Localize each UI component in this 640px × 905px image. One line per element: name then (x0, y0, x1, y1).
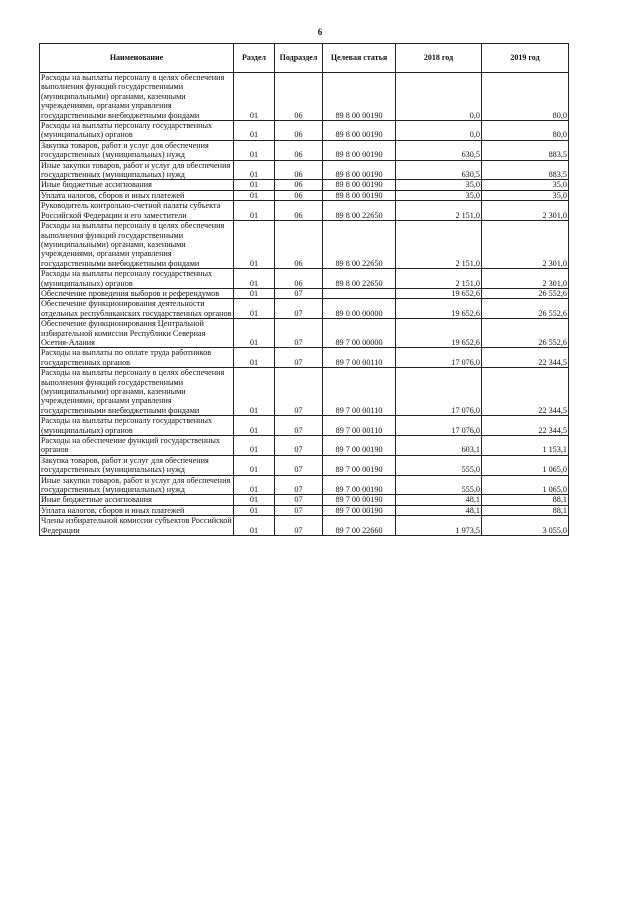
table-row (40, 73, 569, 121)
row-subsection: 07 (275, 516, 323, 536)
table-row (40, 201, 569, 221)
row-section: 01 (234, 455, 275, 475)
row-target-article: 89 8 00 22650 (323, 221, 396, 269)
row-target-article: 89 7 00 00190 (323, 436, 396, 456)
row-target-article: 89 7 00 00190 (323, 475, 396, 495)
row-target-article: 89 7 00 00110 (323, 348, 396, 368)
table-row (40, 505, 569, 515)
row-target-article: 89 8 00 00190 (323, 180, 396, 190)
row-value-2018: 0,0 (396, 121, 482, 141)
table-row (40, 348, 569, 368)
page-number: 6 (317, 27, 323, 37)
table-row (40, 180, 569, 190)
row-section: 01 (234, 368, 275, 416)
row-section: 01 (234, 319, 275, 348)
row-value-2019: 22 344,5 (482, 348, 569, 368)
row-value-2019: 80,0 (482, 73, 569, 121)
row-section: 01 (234, 299, 275, 319)
row-subsection: 06 (275, 180, 323, 190)
row-section: 01 (234, 160, 275, 180)
table-row (40, 319, 569, 348)
row-section: 01 (234, 416, 275, 436)
row-value-2019: 26 552,6 (482, 288, 569, 298)
row-section: 01 (234, 516, 275, 536)
table-row (40, 299, 569, 319)
row-value-2019: 35,0 (482, 180, 569, 190)
row-subsection: 07 (275, 288, 323, 298)
row-subsection: 07 (275, 368, 323, 416)
row-subsection: 07 (275, 319, 323, 348)
row-name: Уплата налогов, сборов и иных платежей (40, 505, 234, 515)
row-subsection: 07 (275, 416, 323, 436)
table-row (40, 516, 569, 536)
row-value-2018: 48,1 (396, 505, 482, 515)
row-name: Члены избирательной комиссии субъектов Российской Федерации (41, 516, 232, 535)
row-value-2019: 26 552,6 (482, 319, 569, 348)
row-name: Иные бюджетные ассигнования (40, 495, 234, 505)
table-row (40, 475, 569, 495)
row-value-2019: 2 301,0 (482, 221, 569, 269)
row-name: Закупка товаров, работ и услуг для обеспечения государственных (муниципальных) нужд (40, 140, 234, 160)
row-target-article: 89 7 00 00190 (323, 505, 396, 515)
row-subsection: 06 (275, 73, 323, 121)
row-value-2018: 19 652,6 (396, 319, 482, 348)
row-section: 01 (234, 180, 275, 190)
header-name: Наименование (40, 44, 234, 73)
row-value-2019: 88,1 (482, 495, 569, 505)
row-value-2019: 1 065,0 (482, 455, 569, 475)
row-value-2018: 35,0 (396, 190, 482, 200)
row-name: Расходы на выплаты персоналу в целях обеспечения выполнения функций государственными (муниципальными) органами, казенными учреждениями, органами управления государственными внебюджетными фондами (40, 368, 234, 416)
row-target-article: 89 0 00 00000 (323, 299, 396, 319)
row-target-article: 89 8 00 22650 (323, 269, 396, 289)
row-name: Расходы на выплаты персоналу в целях обеспечения выполнения функций государственными (муниципальными) органами, казенными учреждениями, органами управления государственными внебюджетными фондами (40, 73, 234, 121)
row-name: Иные закупки товаров, работ и услуг для обеспечения государственных (муниципальных) нужд (40, 160, 234, 180)
header-year-2019: 2019 год (482, 44, 569, 73)
table-row (40, 416, 569, 436)
row-target-article: 89 8 00 00190 (323, 121, 396, 141)
row-name: Руководитель контрольно-счетной палаты субъекта Российской Федерации и его заместители (40, 201, 234, 221)
row-target-article: 89 7 00 00000 (323, 319, 396, 348)
row-section: 01 (234, 475, 275, 495)
row-target-article: 89 7 00 00190 (323, 495, 396, 505)
row-section: 01 (234, 190, 275, 200)
row-subsection: 07 (275, 495, 323, 505)
row-name: Расходы на выплаты персоналу государственных (муниципальных) органов (40, 416, 234, 436)
row-section: 01 (234, 201, 275, 221)
header-target-article: Целевая статья (323, 44, 396, 73)
row-subsection: 07 (275, 436, 323, 456)
row-section: 01 (234, 121, 275, 141)
row-subsection: 07 (275, 505, 323, 515)
row-section: 01 (234, 221, 275, 269)
row-section: 01 (234, 288, 275, 298)
row-subsection: 07 (275, 348, 323, 368)
table-row (40, 288, 569, 298)
row-value-2019: 35,0 (482, 190, 569, 200)
row-name: Расходы на выплаты персоналу в целях обеспечения выполнения функций государственными (муниципальными) органами, казенными учреждениями, органами управления государственными внебюджетными фондами (40, 221, 234, 269)
row-value-2019: 22 344,5 (482, 416, 569, 436)
row-subsection: 06 (275, 269, 323, 289)
table-row (40, 436, 569, 456)
row-section: 01 (234, 495, 275, 505)
row-target-article: 89 7 00 00110 (323, 416, 396, 436)
row-name: Иные бюджетные ассигнования (40, 180, 234, 190)
row-subsection: 07 (275, 475, 323, 495)
table-row (40, 190, 569, 200)
row-value-2018: 0,0 (396, 73, 482, 121)
row-name: Расходы на выплаты персоналу государственных (муниципальных) органов (40, 269, 234, 289)
row-name: Обеспечение проведения выборов и референдумов (40, 288, 234, 298)
row-value-2019: 2 301,0 (482, 201, 569, 221)
table-header-row (40, 44, 569, 73)
row-subsection: 06 (275, 190, 323, 200)
row-value-2018: 19 652,6 (396, 288, 482, 298)
row-value-2018: 555,0 (396, 455, 482, 475)
row-name: Расходы на обеспечение функций государственных органов (40, 436, 234, 456)
row-name: Обеспечение функционирования Центральной избирательной комиссии Республики Северная Осетия-Алания (40, 319, 234, 348)
row-name: Обеспечение функционирования деятельности отдельных республиканских государственных органов (41, 299, 232, 318)
row-value-2019: 22 344,5 (482, 368, 569, 416)
row-section: 01 (234, 73, 275, 121)
row-value-2019: 80,0 (482, 121, 569, 141)
row-value-2018: 17 076,0 (396, 368, 482, 416)
row-name: Иные закупки товаров, работ и услуг для обеспечения государственных (муниципальных) нужд (40, 475, 234, 495)
row-section: 01 (234, 348, 275, 368)
row-section: 01 (234, 269, 275, 289)
row-target-article: 89 8 00 00190 (323, 140, 396, 160)
row-section: 01 (234, 140, 275, 160)
row-subsection: 06 (275, 121, 323, 141)
header-section: Раздел (234, 44, 275, 73)
row-value-2018: 2 151,0 (396, 201, 482, 221)
row-target-article: 89 7 00 00190 (323, 455, 396, 475)
table-row (40, 160, 569, 180)
row-value-2019: 883,5 (482, 160, 569, 180)
row-value-2018: 48,1 (396, 495, 482, 505)
header-subsection: Подраздел (275, 44, 323, 73)
header-year-2018: 2018 год (396, 44, 482, 73)
row-value-2019: 1 065,0 (482, 475, 569, 495)
row-name: Уплата налогов, сборов и иных платежей (40, 190, 234, 200)
row-target-article: 89 8 00 00190 (323, 160, 396, 180)
row-value-2019: 883,5 (482, 140, 569, 160)
row-value-2018: 1 973,5 (396, 516, 482, 536)
row-value-2018: 630,5 (396, 140, 482, 160)
row-name: Расходы на выплаты по оплате труда работников государственных органов (40, 348, 234, 368)
row-subsection: 07 (275, 299, 323, 319)
row-subsection: 06 (275, 140, 323, 160)
row-subsection: 06 (275, 160, 323, 180)
row-value-2018: 35,0 (396, 180, 482, 190)
row-target-article: 89 8 00 00190 (323, 73, 396, 121)
row-subsection: 06 (275, 201, 323, 221)
table-row (40, 368, 569, 416)
row-section: 01 (234, 436, 275, 456)
row-target-article (323, 288, 396, 298)
table-row (40, 140, 569, 160)
table-row (40, 269, 569, 289)
row-value-2019: 26 552,6 (482, 299, 569, 319)
row-value-2019: 2 301,0 (482, 269, 569, 289)
row-name: Закупка товаров, работ и услуг для обеспечения государственных (муниципальных) нужд (40, 455, 234, 475)
row-subsection: 07 (275, 455, 323, 475)
row-value-2018: 17 076,0 (396, 416, 482, 436)
row-value-2018: 603,1 (396, 436, 482, 456)
row-section: 01 (234, 505, 275, 515)
row-value-2019: 1 153,1 (482, 436, 569, 456)
row-value-2018: 2 151,0 (396, 221, 482, 269)
table-row (40, 495, 569, 505)
row-value-2018: 17 076,0 (396, 348, 482, 368)
row-target-article: 89 7 00 00110 (323, 368, 396, 416)
table-row (40, 455, 569, 475)
table-row (40, 221, 569, 269)
row-target-article: 89 8 00 22650 (323, 201, 396, 221)
row-value-2019: 88,1 (482, 505, 569, 515)
table-row (40, 121, 569, 141)
row-target-article: 89 7 00 22660 (323, 516, 396, 536)
row-value-2018: 555,0 (396, 475, 482, 495)
row-target-article: 89 8 00 00190 (323, 190, 396, 200)
row-value-2018: 630,5 (396, 160, 482, 180)
row-value-2019: 3 055,0 (482, 516, 569, 536)
row-name: Расходы на выплаты персоналу государственных (муниципальных) органов (40, 121, 234, 141)
row-value-2018: 19 652,6 (396, 299, 482, 319)
row-value-2018: 2 151,0 (396, 269, 482, 289)
row-subsection: 06 (275, 221, 323, 269)
budget-table (39, 43, 569, 536)
